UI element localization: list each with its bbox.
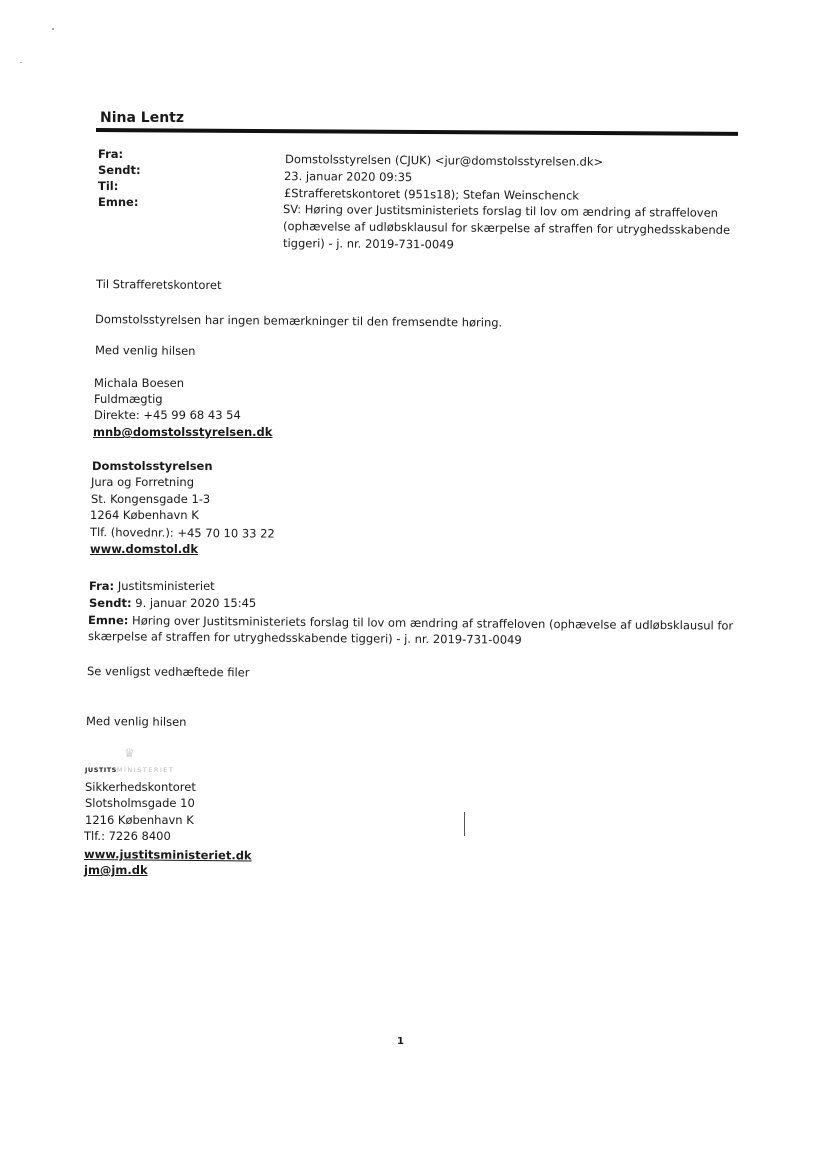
- org-address: St. Kongensgade 1-3: [91, 492, 211, 506]
- forward-sent: [89, 595, 256, 612]
- ministry-city: 1216 København K: [85, 813, 194, 827]
- logo-bold-text: JUSTITS: [85, 766, 117, 774]
- header-from: Domstolsstyrelsen (CJUK) <jur@domstolsstyrelsen.dk>: [284, 152, 604, 169]
- forward-sent-label: Sendt:: [89, 596, 132, 610]
- forward-body: Se venligst vedhæftede filer: [86, 664, 250, 680]
- crown-icon: ♛: [124, 746, 135, 760]
- forward-subject-line-2: skærpelse af straffen for utryghedsskabende tiggeri) - j. nr. 2019-731-0049: [87, 629, 522, 647]
- forward-sent-value: 9. januar 2020 15:45: [135, 596, 257, 610]
- org-web-link[interactable]: www.domstol.dk: [90, 542, 199, 556]
- header-subject-line-3: tiggeri) - j. nr. 2019-731-0049: [282, 236, 454, 252]
- label-sent: Sendt:: [98, 163, 141, 177]
- forward-subject-value: Høring over Justitsministeriets forslag til lov om ændring af straffeloven (ophævelse af udløbsklausul for: [132, 613, 734, 633]
- forward-from: [89, 578, 215, 595]
- label-from: Fra:: [98, 147, 124, 161]
- header-to: £Strafferetskontoret (951s18); Stefan Weinschenck: [283, 186, 580, 203]
- org-phone: Tlf. (hovednr.): +45 70 10 33 22: [89, 525, 275, 541]
- forward-from-value: Justitsministeriet: [117, 579, 215, 593]
- header-subject-line-2: (ophævelse af udløbsklausul for skærpelse af straffen for utryghedsskabende: [282, 219, 731, 237]
- forward-from-label: Fra:: [89, 579, 115, 593]
- greeting: Til Strafferetskontoret: [95, 277, 222, 293]
- signature-name: Michala Boesen: [94, 376, 185, 390]
- signature-email-link[interactable]: mnb@domstolsstyrelsen.dk: [93, 425, 273, 439]
- logo-light-text: MINISTERIET: [116, 766, 175, 774]
- ministry-phone: Tlf.: 7226 8400: [84, 829, 171, 843]
- ministry-dept: Sikkerhedskontoret: [85, 780, 196, 794]
- reply-closing: Med venlig hilsen: [94, 343, 196, 358]
- sender-name: Nina Lentz: [100, 110, 185, 126]
- ministry-address: Slotsholmsgade 10: [85, 796, 195, 810]
- org-dept: Jura og Forretning: [91, 475, 195, 489]
- header-subject-line-1: SV: Høring over Justitsministeriets forslag til lov om ændring af straffeloven: [282, 202, 719, 220]
- org-city: 1264 København K: [90, 508, 199, 522]
- ministry-web-link[interactable]: www.justitsministeriet.dk: [83, 847, 252, 863]
- scan-speck: [52, 28, 54, 30]
- scan-speck: [20, 62, 22, 63]
- ministry-logo: [85, 766, 174, 774]
- reply-body: Domstolsstyrelsen har ingen bemærkninger til den fremsendte høring.: [94, 312, 503, 330]
- header-sent: 23. januar 2020 09:35: [283, 169, 413, 185]
- ministry-email-link[interactable]: jm@jm.dk: [84, 863, 148, 877]
- forward-subject-label: Emne:: [87, 613, 129, 628]
- signature-direct-phone: Direkte: +45 99 68 43 54: [94, 408, 241, 422]
- page-number: 1: [397, 1036, 404, 1047]
- signature-title: Fuldmægtig: [94, 392, 163, 406]
- forward-closing: Med venlig hilsen: [85, 714, 187, 729]
- scan-artifact-line: [464, 812, 465, 836]
- label-subject: Emne:: [98, 195, 139, 209]
- header-rule: [96, 128, 738, 136]
- org-name: Domstolsstyrelsen: [92, 459, 213, 473]
- label-to: Til:: [98, 179, 119, 193]
